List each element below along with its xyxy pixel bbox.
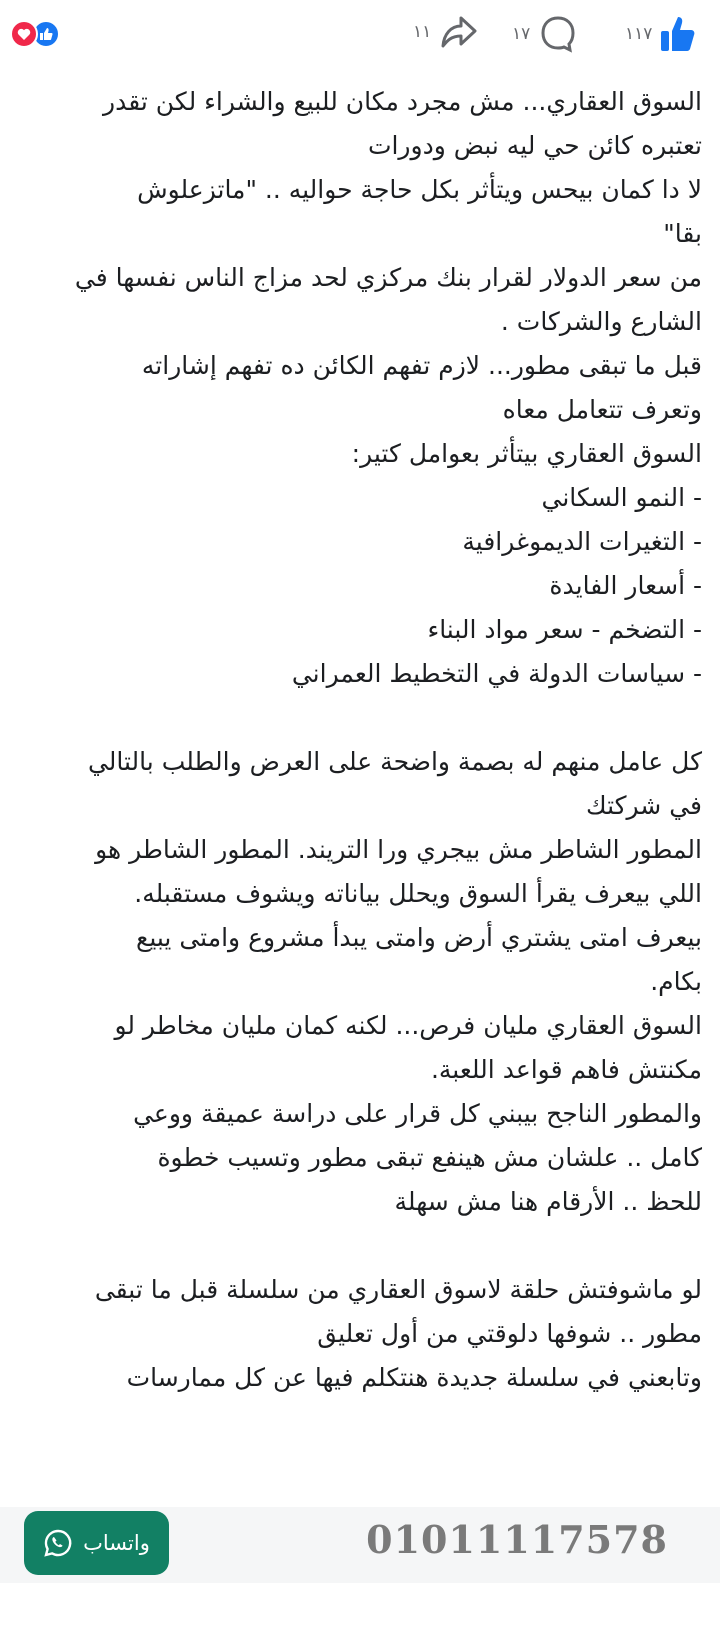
post-text-line: مطور .. شوفها دلوقتي من أول تعليق [317,1319,702,1348]
comment-icon [538,14,578,54]
post-text-line: - سياسات الدولة في التخطيط العمراني [291,659,702,688]
reaction-summary[interactable] [10,20,60,48]
comment-button[interactable] [512,14,578,54]
like-button[interactable] [625,14,696,54]
post-text-line: كامل .. علشان مش هينفع تبقى مطور وتسيب خطوة [157,1143,702,1172]
like-count: ١١٧ [625,24,653,44]
post-text-line: والمطور الناجح بيبني كل قرار على دراسة عميقة ووعي [133,1099,702,1128]
whatsapp-label: واتساب [83,1531,150,1555]
share-button[interactable] [413,14,479,50]
post-text-line: اللي بيعرف يقرأ السوق ويحلل بياناته ويشوف مستقبله. [134,879,702,908]
heart-icon [10,20,38,48]
post-text-line: من سعر الدولار لقرار بنك مركزي لحد مزاج الناس نفسها في [74,263,702,292]
post-text-line: لا دا كمان بيحس ويتأثر بكل حاجة حواليه .. "ماتزعلوش [137,175,702,204]
thumbs-up-icon [660,14,696,54]
post-text-line: مكنتش فاهم قواعد اللعبة. [430,1055,702,1084]
share-icon [439,14,479,50]
post-text-line: وتعرف تتعامل معاه [502,395,702,424]
post-text-line: الشارع والشركات . [500,307,702,336]
post-text-line: لو ماشوفتش حلقة لاسوق العقاري من سلسلة قبل ما تبقى [94,1275,702,1304]
post-text-line: وتابعني في سلسلة جديدة هنتكلم فيها عن كل ممارسات [126,1363,702,1392]
post-text-line [12,696,702,740]
whatsapp-icon [43,1528,73,1558]
phone-number[interactable]: 01011117578 [366,1517,668,1562]
share-count: ١١ [413,22,432,42]
post-text-line: - النمو السكاني [541,483,702,512]
post-text-line: المطور الشاطر مش بيجري ورا التريند. المطور الشاطر هو [95,835,702,864]
post-text-line: بيعرف امتى يشتري أرض وامتى يبدأ مشروع وامتى يبيع [136,923,702,952]
post-text-line: في شركتك [586,791,702,820]
post-text-line: بكام. [650,967,702,996]
post-body [12,80,702,1400]
post-text-line: - التضخم - سعر مواد البناء [427,615,702,644]
post-text-line: قبل ما تبقى مطور... لازم تفهم الكائن ده تفهم إشاراته [141,351,702,380]
post-text-line [12,1224,702,1268]
comment-count: ١٧ [512,24,531,44]
post-text-line: - أسعار الفايدة [549,571,702,600]
contact-bar [0,1507,720,1583]
post-action-bar [0,0,720,70]
post-text-line: السوق العقاري... مش مجرد مكان للبيع والشراء لكن تقدر [103,87,702,116]
post-text-line: السوق العقاري بيتأثر بعوامل كتير: [351,439,702,468]
post-text-line: بقا" [663,219,702,248]
post-text-line: - التغيرات الديموغرافية [462,527,702,556]
post-text-line: للحظ .. الأرقام هنا مش سهلة [394,1187,702,1216]
post-text-line: تعتبره كائن حي ليه نبض ودورات [367,131,702,160]
post-text-line: كل عامل منهم له بصمة واضحة على العرض والطلب بالتالي [87,747,702,776]
post-text-line: السوق العقاري مليان فرص... لكنه كمان مليان مخاطر لو [114,1011,702,1040]
whatsapp-button[interactable] [24,1511,169,1575]
